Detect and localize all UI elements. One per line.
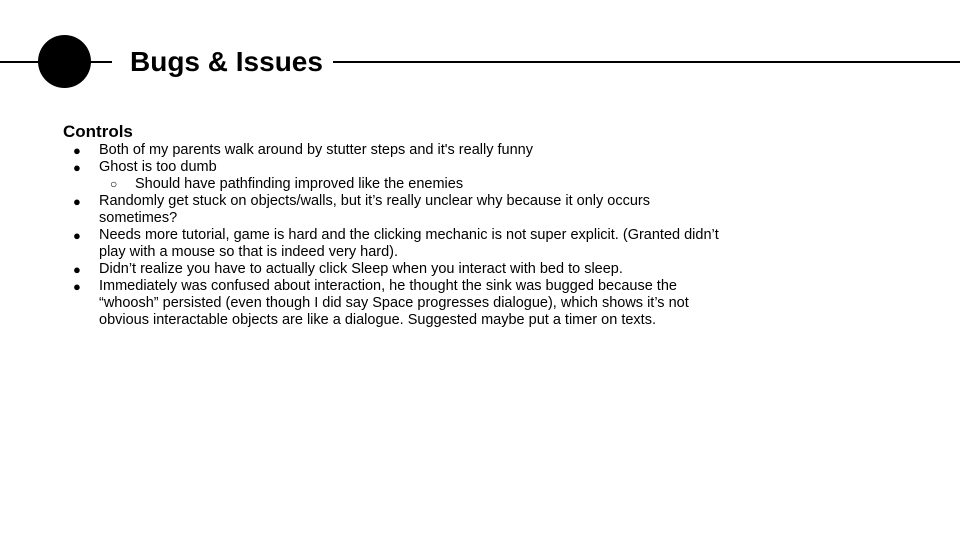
header-circle-decoration [38, 35, 91, 88]
list-item-text: Both of my parents walk around by stutter steps and it's really funny [99, 142, 533, 158]
bullet-icon: ● [73, 262, 81, 277]
list-item-text: Needs more tutorial, game is hard and the clicking mechanic is not super explicit. (Granted didn’t play with a mouse so that is indeed very hard). [99, 227, 719, 260]
bullet-icon: ● [73, 279, 81, 294]
list-item [63, 227, 723, 261]
slide-title: Bugs & Issues [130, 46, 323, 77]
sub-list-item-text: Should have pathfinding improved like the enemies [135, 176, 464, 192]
bullet-icon: ● [73, 160, 81, 175]
list-item [63, 159, 723, 176]
list-item [63, 142, 723, 159]
list-item-text: Immediately was confused about interaction, he thought the sink was bugged because the “whoosh” persisted (even though I did say Space progresses dialogue), which shows it’s not obvious interactable objects are like a dialogue. Suggested maybe put a timer on texts. [99, 278, 689, 328]
list-item-text: Ghost is too dumb [99, 159, 217, 175]
list-item [63, 193, 723, 227]
list-item [63, 278, 723, 329]
list-item-text: Randomly get stuck on objects/walls, but it’s really unclear why because it only occurs sometimes? [99, 193, 650, 226]
hollow-bullet-icon: ○ [110, 177, 118, 191]
bullet-icon: ● [73, 194, 81, 209]
sub-list-item [63, 176, 723, 193]
bullet-icon: ● [73, 228, 81, 243]
bullet-icon: ● [73, 143, 81, 158]
section-heading: Controls [63, 122, 133, 141]
header-divider-right [333, 61, 960, 63]
bullet-list [63, 142, 723, 329]
list-item-text: Didn’t realize you have to actually click Sleep when you interact with bed to sleep. [99, 261, 623, 277]
list-item [63, 261, 723, 278]
